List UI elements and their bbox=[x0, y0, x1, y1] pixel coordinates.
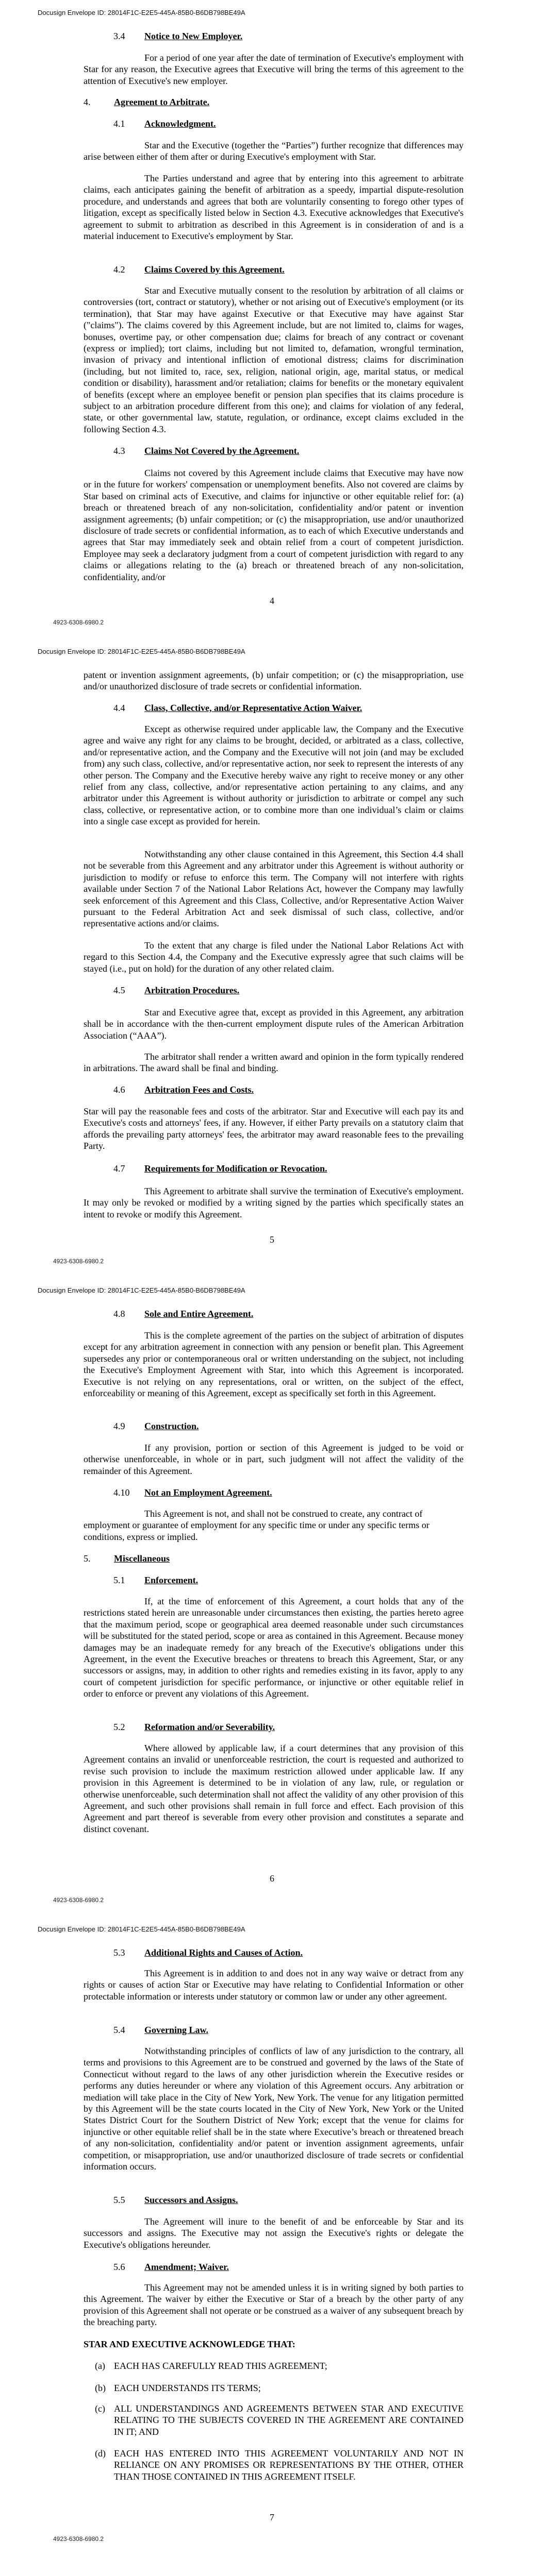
section-number: 4.9 bbox=[113, 1421, 125, 1431]
list-label: (c) bbox=[95, 2403, 105, 2414]
section-number: 4.10 bbox=[113, 1487, 130, 1498]
section-number: 4.1 bbox=[113, 118, 125, 129]
section-title: Acknowledgment. bbox=[144, 118, 216, 129]
paragraph: Where allowed by applicable law, if a court determines that any provision of this Agreement contains an invalid or unenforceable restriction, the court is requested and authorized to revise such provision to include the maximum restriction allowed under applicable law. If any provision in this Agreement is determined to be in violation of any law, rule, or regulation or otherwise unenforceable, such determination shall not affect the validity of any other provision of this Agreement, and such other provisions shall remain in full force and effect. Each provision of this Agreement and part thereof is severable from every other provision and constitutes a separate and distinct covenant. bbox=[84, 1743, 464, 1834]
section-title: Sole and Entire Agreement. bbox=[144, 1309, 254, 1319]
paragraph: Star will pay the reasonable fees and costs of the arbitrator. Star and Executive will each pay its and Executive's costs and attorneys' fees, if any. However, if either Party prevails on a statutory claim that affords the prevailing party attorneys' fees, the arbitrator may award reasonable fees to the prevailing Party. bbox=[84, 1106, 464, 1151]
article-title: Miscellaneous bbox=[114, 1553, 170, 1564]
paragraph: Claims not covered by this Agreement include claims that Executive may have now or in the future for workers' compensation or unemployment benefits. Also not covered are claims by Star based on criminal acts of Executive, and claims for injunctive or other equitable relief for: (a) breach or threatened breach of any non-solicitation, confidentiality and/or patent or invention assignment agreements; (b) unfair competition; or (c) the misappropriation, use and/or unauthorized disclosure of trade secrets or confidential information, as to each of which Executive understands and agrees that Star may immediately seek and obtain relief from a court of competent jurisdiction. Employee may seek a declaratory judgment from a court of competent jurisdiction with regard to any claims or allegations relating to the (a) breach or threatened breach of any non-solicitation, confidentiality, and/or bbox=[84, 468, 464, 582]
paragraph: Notwithstanding principles of conflicts of law of any jurisdiction to the contrary, all terms and provisions to this Agreement are to be construed and governed by the laws of the State of Connecticut without regard to the laws of any other jurisdiction wherein the Executive resides or performs any duties hereunder or where any violation of this Agreement occurs. Any arbitration or mediation will take place in the City of New York, New York. The venue for any litigation permitted by this Agreement will be the state courts located in the City of New York, New York or the United States District Court for the Southern District of New York; except that the venue for claims for injunctive or other equitable relief shall be in the state where Executive’s breach or threatened breach of any non-solicitation, confidentiality and/or patent or invention assignment agreements, unfair competition, or misappropriation, use and/or unauthorized disclosure of trade secrets or confidential information occurs. bbox=[84, 2046, 464, 2172]
section-title: Amendment; Waiver. bbox=[144, 2262, 229, 2272]
section-number: 4.8 bbox=[113, 1309, 125, 1319]
document-number: 4923-6308-6980.2 bbox=[53, 2535, 104, 2543]
paragraph-continued: patent or invention assignment agreements, (b) unfair competition; or (c) the misappropriation, use and/or unauthorized disclosure of trade secrets or confidential information. bbox=[84, 670, 464, 692]
section-number: 5.2 bbox=[113, 1722, 125, 1732]
list-item: EACH HAS CAREFULLY READ THIS AGREEMENT; bbox=[114, 2361, 327, 2371]
article-title: Agreement to Arbitrate. bbox=[114, 97, 210, 107]
list-item: EACH HAS ENTERED INTO THIS AGREEMENT VOLUNTARILY AND NOT IN RELIANCE ON ANY PROMISES OR REPRESENTATIONS BY THE OTHER, OTHER THAN THOSE CONTAINED IN THIS AGREEMENT ITSELF. bbox=[114, 2448, 464, 2482]
list-item: EACH UNDERSTANDS ITS TERMS; bbox=[114, 2383, 261, 2393]
section-number: 3.4 bbox=[113, 31, 125, 41]
paragraph: Star and the Executive (together the “Parties”) further recognize that differences may arise between either of them after or during Executive's employment with Star. bbox=[84, 140, 464, 162]
paragraph: This Agreement is not, and shall not be construed to create, any contract of employment or guarantee of employment for any specific time or under any specific terms or conditions, express or implied. bbox=[84, 1509, 430, 1542]
docusign-envelope-id: Docusign Envelope ID: 28014F1C-E2E5-445A-85B0-B6DB798BE49A bbox=[38, 9, 245, 16]
section-title: Notice to New Employer. bbox=[144, 31, 243, 41]
section-title: Successors and Assigns. bbox=[144, 2195, 238, 2205]
section-number: 4.2 bbox=[113, 264, 125, 275]
article-number: 4. bbox=[84, 97, 91, 107]
docusign-envelope-id: Docusign Envelope ID: 28014F1C-E2E5-445A-85B0-B6DB798BE49A bbox=[38, 648, 245, 655]
paragraph: Star and Executive mutually consent to the resolution by arbitration of all claims or controversies (tort, contract or statutory), whether or not arising out of Executive's employment (or its termination), that Star may have against Executive or that Executive may have against Star ("claims"). The claims covered by this Agreement include, but are not limited to, claims for wages, bonuses, overtime pay, or other compensation due; claims for breach of any contract or covenant (express or implied); tort claims, including but not limited to, defamation, wrongful termination, invasion of privacy and intentional infliction of emotional distress; claims for discrimination (including, but not limited to, race, sex, religion, national origin, age, marital status, or medical condition or disability), harassment and/or retaliation; claims for benefits or the monetary equivalent of benefits (except where an employee benefit or pension plan specifies that its claims procedure is subject to an arbitration procedure different from this one); and claims for violation of any federal, state, or other governmental law, statute, regulation, or ordinance, except claims excluded in the following Section 4.3. bbox=[84, 285, 464, 434]
docusign-envelope-id: Docusign Envelope ID: 28014F1C-E2E5-445A-85B0-B6DB798BE49A bbox=[38, 1925, 245, 1933]
section-number: 4.6 bbox=[113, 1084, 125, 1095]
section-title: Construction. bbox=[144, 1421, 199, 1431]
paragraph: This Agreement to arbitrate shall survive the termination of Executive's employment. It may only be revoked or modified by a writing signed by the parties which specifically states an intent to revoke or modify this Agreement. bbox=[84, 1186, 464, 1219]
page-number: 4 bbox=[270, 596, 274, 606]
section-number: 5.5 bbox=[113, 2195, 125, 2205]
paragraph: The Agreement will inure to the benefit of and be enforceable by Star and its successors and assigns. The Executive may not assign the Executive's rights or delegate the Executive's obligations hereunder. bbox=[84, 2216, 464, 2250]
section-number: 4.4 bbox=[113, 703, 125, 713]
section-number: 4.3 bbox=[113, 446, 125, 456]
paragraph: The Parties understand and agree that by entering into this agreement to arbitrate claims, each anticipates gaining the benefit of arbitration as a speedy, impartial dispute-resolution procedure, and understands and agrees that both are voluntarily consenting to forego other types of litigation, except as specifically listed below in Section 4.3. Executive acknowledges that Executive's agreement to submit to arbitration as described in this Agreement is in consideration of and is a material inducement to Executive's employment by Star. bbox=[84, 173, 464, 242]
section-number: 4.5 bbox=[113, 985, 125, 995]
paragraph: For a period of one year after the date of termination of Executive's employment with Star for any reason, the Executive agrees that Executive will bring the terms of this agreement to the attention of Executive's new employer. bbox=[84, 53, 464, 86]
section-title: Reformation and/or Severability. bbox=[144, 1722, 275, 1732]
section-number: 5.1 bbox=[113, 1575, 125, 1585]
paragraph: This Agreement is in addition to and does not in any way waive or detract from any rights or causes of action Star or Executive may have relating to Confidential Information or other protectable information or interests under statutory or common law or under any other agreement. bbox=[84, 1968, 464, 2002]
page-number: 6 bbox=[270, 1873, 274, 1884]
document-number: 4923-6308-6980.2 bbox=[53, 1896, 104, 1904]
section-title: Governing Law. bbox=[144, 2025, 209, 2035]
acknowledgment-heading: STAR AND EXECUTIVE ACKNOWLEDGE THAT: bbox=[84, 2339, 295, 2349]
section-number: 5.6 bbox=[113, 2262, 125, 2272]
section-number: 5.4 bbox=[113, 2025, 125, 2035]
paragraph: Star and Executive agree that, except as provided in this Agreement, any arbitration shall be in accordance with the then-current employment dispute rules of the American Arbitration Association (“AAA”). bbox=[84, 1007, 464, 1041]
section-number: 5.3 bbox=[113, 1947, 125, 1958]
paragraph: Notwithstanding any other clause contained in this Agreement, this Section 4.4 shall not be severable from this Agreement and any arbitrator under this Agreement is without authority or jurisdiction to modify or refuse to enforce this term. The Company will not interfere with rights available under Section 7 of the National Labor Relations Act, however the Company may lawfully seek enforcement of this Agreement and this Class, Collective, and/or Representative Action Waiver pursuant to the Federal Arbitration Act and seek dismissal of such class, collective, and/or representative actions and/or claims. bbox=[84, 849, 464, 929]
paragraph: To the extent that any charge is filed under the National Labor Relations Act with regard to this Section 4.4, the Company and the Executive expressly agree that such claims will be stayed (i.e., put on hold) for the duration of any other related claim. bbox=[84, 940, 464, 974]
section-title: Requirements for Modification or Revocation. bbox=[144, 1163, 327, 1174]
document-page-5 bbox=[0, 639, 544, 1278]
list-label: (b) bbox=[95, 2383, 106, 2393]
section-title: Additional Rights and Causes of Action. bbox=[144, 1947, 303, 1958]
article-number: 5. bbox=[84, 1553, 91, 1564]
document-number: 4923-6308-6980.2 bbox=[53, 1258, 104, 1265]
paragraph: If, at the time of enforcement of this Agreement, a court holds that any of the restrictions stated herein are unreasonable under circumstances then existing, the parties hereto agree that the maximum period, scope or geographical area deemed reasonable under such circumstances will be substituted for the stated period, scope or area as contained in this Agreement. Because money damages may be an inadequate remedy for any breach of the Executive's obligations under this Agreement, in the event the Executive breaches or threatens to breach this Agreement, Star, or any successors or assigns, may, in addition to other rights and remedies existing in its favor, apply to any court of competent jurisdiction for specific performance, or injunctive or other equitable relief in order to enforce or prevent any violations of this Agreement. bbox=[84, 1596, 464, 1699]
list-label: (d) bbox=[95, 2448, 106, 2459]
page-number: 5 bbox=[270, 1234, 274, 1245]
section-title: Class, Collective, and/or Representative Action Waiver. bbox=[144, 703, 362, 713]
section-title: Arbitration Fees and Costs. bbox=[144, 1084, 254, 1095]
list-label: (a) bbox=[95, 2361, 105, 2371]
section-title: Not an Employment Agreement. bbox=[144, 1487, 272, 1498]
document-page-7 bbox=[0, 1917, 544, 2555]
paragraph: This Agreement may not be amended unless it is in writing signed by both parties to this Agreement. The waiver by either the Executive or Star of a breach by the other party of any provision of this Agreement shall not operate or be construed as a waiver of any subsequent breach by the breaching party. bbox=[84, 2282, 464, 2328]
section-number: 4.7 bbox=[113, 1163, 125, 1174]
paragraph: This is the complete agreement of the parties on the subject of arbitration of disputes except for any arbitration agreement in connection with any pension or benefit plan. This Agreement supersedes any prior or contemporaneous oral or written understanding on the subject, not including the Executive's Employment Agreement with Star, into which this Agreement is incorporated. Executive is not relying on any representations, oral or written, on the subject of the effect, enforceability or meaning of this Agreement, except as specifically set forth in this Agreement. bbox=[84, 1330, 464, 1399]
paragraph: If any provision, portion or section of this Agreement is judged to be void or otherwise unenforceable, in whole or in part, such judgment will not affect the validity of the remainder of this Agreement. bbox=[84, 1443, 464, 1476]
section-title: Claims Not Covered by the Agreement. bbox=[144, 446, 300, 456]
document-page-6 bbox=[0, 1278, 544, 1917]
document-page-4 bbox=[0, 0, 544, 639]
section-title: Enforcement. bbox=[144, 1575, 199, 1585]
section-title: Claims Covered by this Agreement. bbox=[144, 264, 285, 275]
docusign-envelope-id: Docusign Envelope ID: 28014F1C-E2E5-445A-85B0-B6DB798BE49A bbox=[38, 1286, 245, 1294]
paragraph: Except as otherwise required under applicable law, the Company and the Executive agree and waive any right for any claims to be brought, decided, or arbitrated as a class, collective, and/or representative action, and the Company and the Executive will not join (and may be excluded from) any such class, collective, and/or representative action, nor seek to represent the interests of any other person. The Company and the Executive hereby waive any right to receive money or any other relief from any class, collective, and/or representative action pertaining to any claims, and any arbitrator under this Agreement is without authority or jurisdiction to arbitrate or compel any such class, collective, or representative action, or to combine more than one individual’s claim or claims into a single case except as provided for herein. bbox=[84, 724, 464, 827]
document-number: 4923-6308-6980.2 bbox=[53, 619, 104, 626]
page-number: 7 bbox=[270, 2512, 274, 2522]
list-item: ALL UNDERSTANDINGS AND AGREEMENTS BETWEEN STAR AND EXECUTIVE RELATING TO THE SUBJECTS COVERED IN THE AGREEMENT ARE CONTAINED IN IT; AND bbox=[114, 2403, 464, 2437]
section-title: Arbitration Procedures. bbox=[144, 985, 240, 995]
paragraph: The arbitrator shall render a written award and opinion in the form typically rendered in arbitrations. The award shall be final and binding. bbox=[84, 1052, 464, 1074]
